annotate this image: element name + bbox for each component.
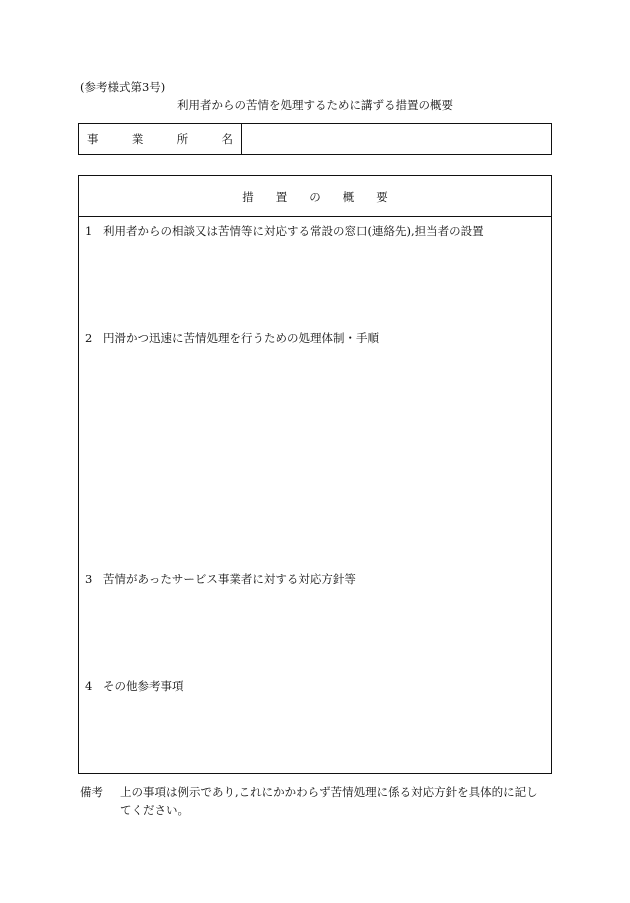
office-name-table: [78, 123, 552, 155]
office-label-char: 事: [87, 132, 99, 146]
measures-header-char: 置: [275, 190, 288, 204]
measure-item-3: [85, 572, 356, 586]
measures-header-label: [79, 190, 551, 204]
measures-header-char: 概: [342, 190, 355, 204]
office-name-field[interactable]: [242, 124, 551, 154]
measures-table: [78, 175, 552, 774]
remarks: [80, 783, 555, 819]
measure-item-4: [85, 679, 184, 693]
remarks-label: 備考: [80, 785, 103, 799]
measure-item-text: 苦情があったサービス事業者に対する対応方針等: [103, 572, 356, 586]
measure-item-1: [85, 224, 484, 238]
measure-item-text: その他参考事項: [103, 679, 184, 693]
office-label-char: 名: [221, 132, 233, 146]
measure-item-number: 3: [85, 572, 93, 586]
measures-header-char: 措: [242, 190, 254, 204]
remarks-line-1: 上の事項は例示であり,これにかかわらず苦情処理に係る対応方針を具体的に記し: [120, 785, 538, 799]
measure-item-number: 2: [85, 331, 93, 345]
form-reference: (参考様式第3号): [80, 80, 166, 94]
measures-header-char: の: [309, 190, 321, 204]
measures-header: [79, 176, 551, 217]
measure-item-2: [85, 331, 379, 345]
measure-item-text: 円滑かつ迅速に苦情処理を行うための処理体制・手順: [103, 331, 379, 345]
document-title: 利用者からの苦情を処理するために講ずる措置の概要: [177, 98, 453, 112]
measure-item-number: 1: [85, 224, 93, 238]
office-name-label: [87, 132, 233, 146]
office-name-label-cell: [79, 124, 242, 154]
measures-header-char: 要: [376, 190, 388, 204]
office-label-char: 所: [176, 132, 189, 146]
measure-item-text: 利用者からの相談又は苦情等に対応する常設の窓口(連絡先),担当者の設置: [103, 224, 484, 238]
office-label-char: 業: [131, 132, 144, 146]
remarks-line-2: てください。: [120, 803, 189, 817]
measure-item-number: 4: [85, 679, 93, 693]
